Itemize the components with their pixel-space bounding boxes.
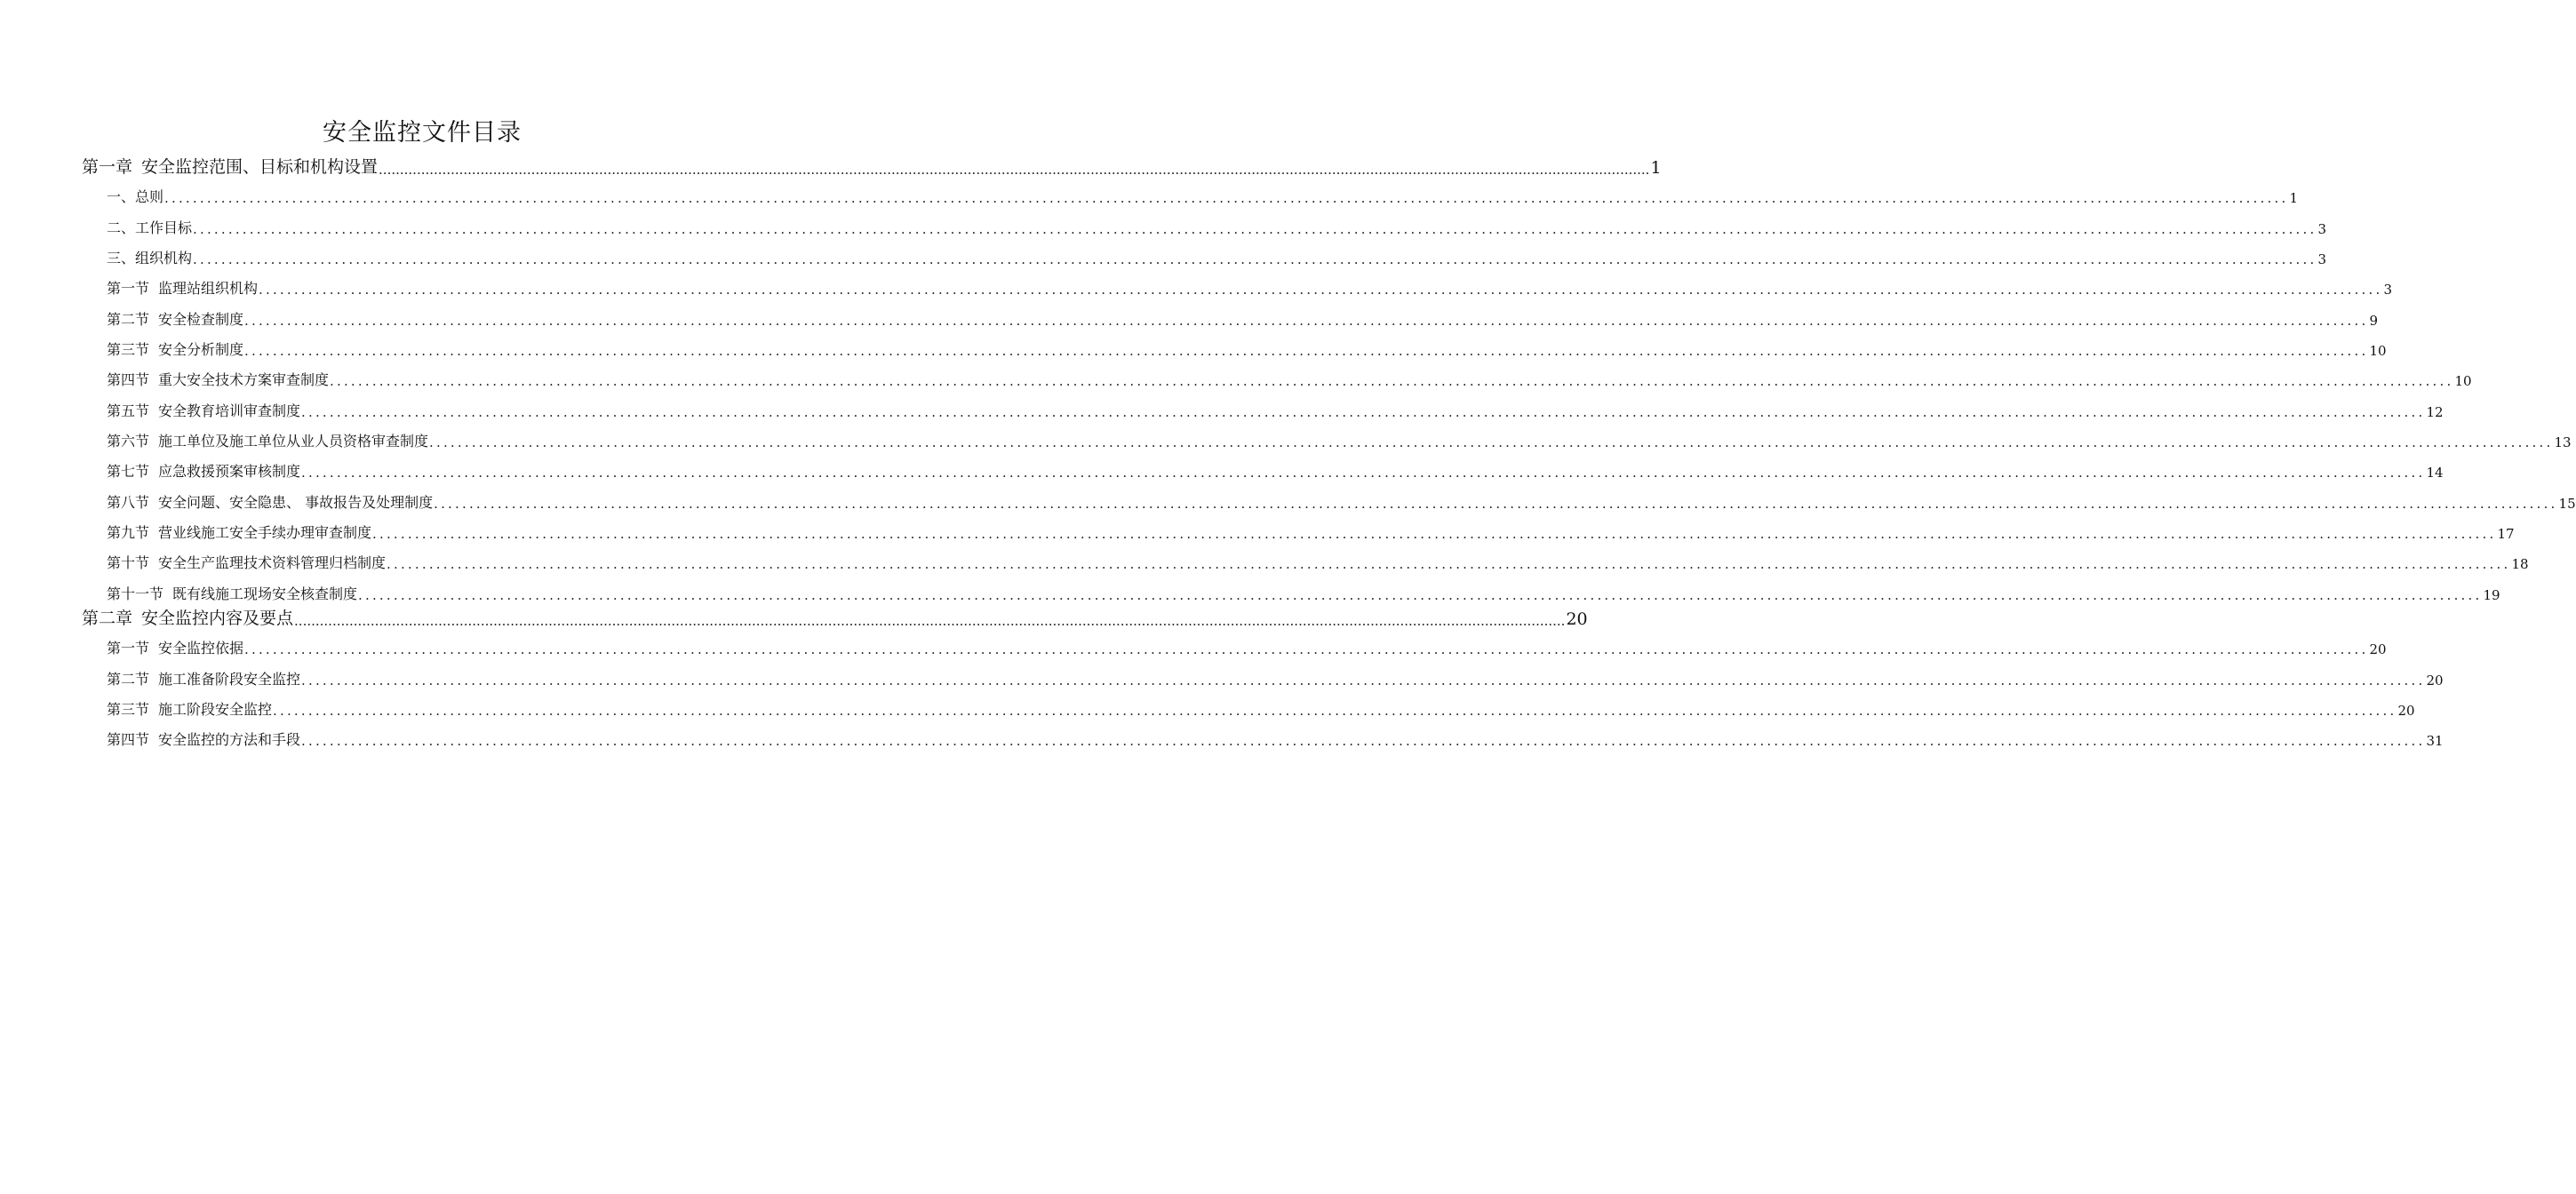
toc-page-number: 13 <box>2554 434 2572 450</box>
toc-entry[interactable] <box>107 275 2392 298</box>
toc-prefix: 二、工作目标 <box>107 219 193 236</box>
toc-prefix: 第二章 <box>82 609 133 628</box>
toc-prefix: 第十节 <box>107 554 150 571</box>
toc-leader-dots: ............................................................................................................................................................................................................................................................................................................ <box>301 404 2426 420</box>
toc-leader-dots: ............................................................................................................................................................................................................................................................................................................ <box>372 526 2497 542</box>
toc-text: 安全生产监理技术资料管理归档制度 <box>158 554 387 571</box>
toc-page-number: 1 <box>2289 190 2298 206</box>
toc-entry[interactable] <box>82 604 1588 629</box>
toc-page-number: 20 <box>2369 641 2387 657</box>
toc-text: 安全教育培训审查制度 <box>158 402 301 419</box>
toc-entry[interactable] <box>107 306 2378 329</box>
toc-prefix: 第四节 <box>107 371 150 388</box>
toc-prefix: 第一节 <box>107 640 150 657</box>
toc-leader-dots: ............................................................................................................................................................................................................................................................................................................ <box>429 434 2554 450</box>
toc-leader-dots: ............................................................................................................................................................................................................................................................................................................ <box>164 190 2289 206</box>
toc-page-number: 10 <box>2454 373 2472 389</box>
toc-entry[interactable] <box>82 153 1662 178</box>
toc-prefix: 第三节 <box>107 341 150 358</box>
toc-page-number: 20 <box>1566 609 1588 629</box>
toc-page-number: 3 <box>2317 221 2326 237</box>
toc-entry[interactable] <box>107 726 2444 749</box>
toc-leader-dots: ............................................................................................................................................................................................................................................................................................................ <box>193 251 2317 267</box>
toc-leader-dots: ............................................................................................................................................................................................................................................................................................................ <box>193 221 2317 237</box>
toc-prefix: 第一章 <box>82 157 133 177</box>
toc-prefix: 第十一节 <box>107 585 164 602</box>
toc-text: 安全监控范围、目标和机构设置 <box>141 157 379 177</box>
toc-prefix: 三、组织机构 <box>107 250 193 267</box>
toc-text: 安全监控的方法和手段 <box>158 731 301 748</box>
toc-text: 重大安全技术方案审查制度 <box>158 371 330 388</box>
toc-page-number: 15 <box>2558 496 2576 512</box>
toc-leader-dots: ............................................................................................................................................................................................................................................................................................................ <box>379 162 1650 178</box>
toc-leader-dots: ............................................................................................................................................................................................................................................................................................................ <box>387 556 2511 572</box>
toc-page-number: 20 <box>2397 703 2415 719</box>
page-title: 安全监控文件目录 <box>323 119 522 147</box>
toc-page-number: 10 <box>2369 343 2387 359</box>
toc-leader-dots: ............................................................................................................................................................................................................................................................................................................ <box>301 465 2426 481</box>
toc-page-number: 3 <box>2383 282 2392 298</box>
toc-text: 施工单位及施工单位从业人员资格审查制度 <box>158 433 429 450</box>
toc-text: 施工阶段安全监控 <box>158 701 273 718</box>
toc-prefix: 第六节 <box>107 433 150 450</box>
toc-entry[interactable] <box>107 696 2415 719</box>
toc-text: 安全问题、安全隐患、 事故报告及处理制度 <box>158 494 434 511</box>
toc-page-number: 1 <box>1650 158 1662 178</box>
toc-text: 监理站组织机构 <box>158 280 259 297</box>
toc-leader-dots: ............................................................................................................................................................................................................................................................................................................ <box>273 703 2397 719</box>
toc-text: 应急救援预案审核制度 <box>158 463 301 480</box>
toc-prefix: 第五节 <box>107 402 150 419</box>
toc-prefix: 第三节 <box>107 701 150 718</box>
toc-entry[interactable] <box>107 366 2472 389</box>
toc-leader-dots: ............................................................................................................................................................................................................................................................................................................ <box>244 641 2369 657</box>
toc-leader-dots: ............................................................................................................................................................................................................................................................................................................ <box>244 343 2369 359</box>
toc-text: 安全监控依据 <box>158 640 244 657</box>
toc-page-number: 20 <box>2426 673 2444 689</box>
toc-entry[interactable] <box>107 519 2515 542</box>
toc-entry[interactable] <box>107 214 2326 237</box>
toc-prefix: 第八节 <box>107 494 150 511</box>
toc-entry[interactable] <box>107 489 2576 512</box>
toc-text: 施工准备阶段安全监控 <box>158 671 301 688</box>
toc-page-number: 19 <box>2483 587 2500 603</box>
toc-leader-dots: ............................................................................................................................................................................................................................................................................................................ <box>244 313 2369 329</box>
toc-text: 安全监控内容及要点 <box>141 609 294 628</box>
toc-prefix: 第四节 <box>107 731 150 748</box>
toc-page-number: 9 <box>2369 313 2378 329</box>
toc-prefix: 第七节 <box>107 463 150 480</box>
toc-entry[interactable] <box>107 549 2529 572</box>
toc-text: 安全检查制度 <box>158 311 244 328</box>
toc-leader-dots: ............................................................................................................................................................................................................................................................................................................ <box>301 673 2426 689</box>
toc-entry[interactable] <box>107 183 2298 206</box>
toc-prefix: 一、总则 <box>107 188 164 205</box>
toc-prefix: 第二节 <box>107 671 150 688</box>
toc-page-number: 3 <box>2317 251 2326 267</box>
toc-page-number: 14 <box>2426 465 2444 481</box>
toc-prefix: 第九节 <box>107 524 150 541</box>
toc-entry[interactable] <box>107 397 2444 420</box>
toc-prefix: 第二节 <box>107 311 150 328</box>
toc-entry[interactable] <box>107 458 2444 481</box>
toc-leader-dots: ............................................................................................................................................................................................................................................................................................................ <box>294 613 1566 629</box>
toc-leader-dots: ............................................................................................................................................................................................................................................................................................................ <box>301 733 2426 749</box>
toc-entry[interactable] <box>107 634 2387 657</box>
toc-page-number: 12 <box>2426 404 2444 420</box>
toc-prefix: 第一节 <box>107 280 150 297</box>
toc-text: 营业线施工安全手续办理审查制度 <box>158 524 372 541</box>
toc-leader-dots: ............................................................................................................................................................................................................................................................................................................ <box>358 587 2483 603</box>
toc-page-number: 18 <box>2511 556 2529 572</box>
toc-leader-dots: ............................................................................................................................................................................................................................................................................................................ <box>434 496 2558 512</box>
toc-entry[interactable] <box>107 580 2500 603</box>
toc-page-number: 31 <box>2426 733 2444 749</box>
toc-page-number: 17 <box>2497 526 2515 542</box>
toc-leader-dots: ............................................................................................................................................................................................................................................................................................................ <box>259 282 2383 298</box>
toc-entry[interactable] <box>107 336 2387 359</box>
toc-text: 安全分析制度 <box>158 341 244 358</box>
toc-entry[interactable] <box>107 427 2572 450</box>
toc-text: 既有线施工现场安全核查制度 <box>172 585 358 602</box>
toc-leader-dots: ............................................................................................................................................................................................................................................................................................................ <box>330 373 2454 389</box>
toc-entry[interactable] <box>107 244 2326 267</box>
toc-entry[interactable] <box>107 665 2444 689</box>
